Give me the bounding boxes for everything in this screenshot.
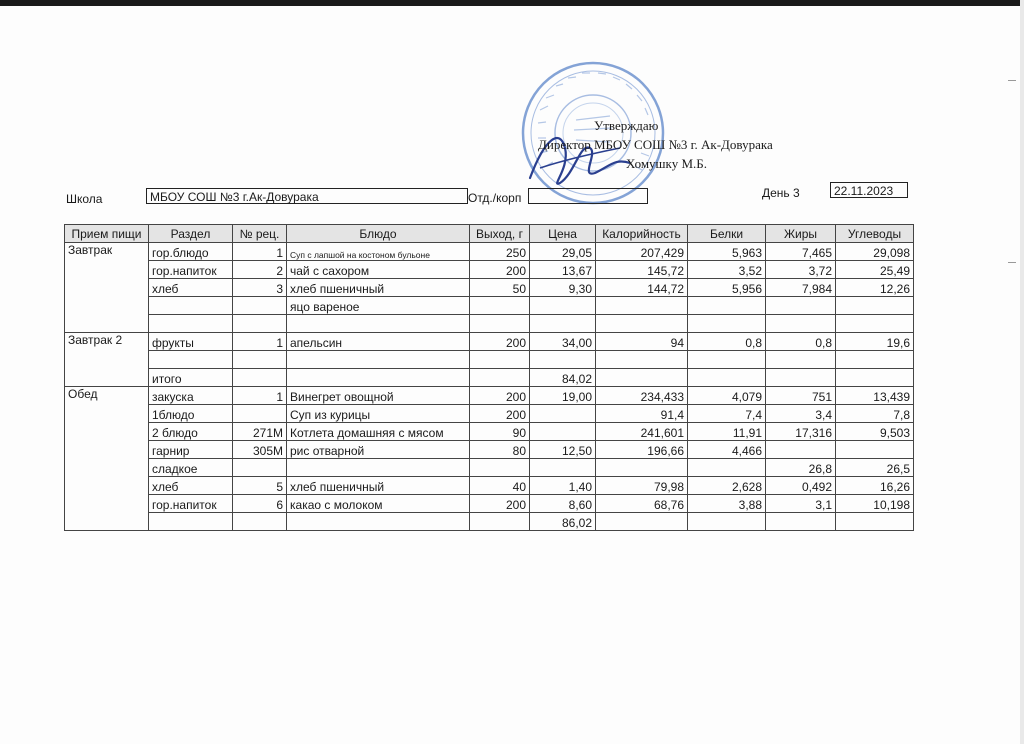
cell-yield: 40 (470, 477, 530, 495)
cell-carbs: 19,6 (836, 333, 914, 351)
cell-rec: 5 (233, 477, 287, 495)
cell-section: сладкое (149, 459, 233, 477)
approval-position: Директор МБОУ СОШ №3 г. Ак-Довурака (538, 137, 773, 152)
cell-rec (233, 297, 287, 315)
cell-protein: 3,88 (688, 495, 766, 513)
cell-protein: 4,079 (688, 387, 766, 405)
cell-dish: какао с молоком (287, 495, 470, 513)
cell-dish (287, 315, 470, 333)
cell-protein (688, 297, 766, 315)
cell-rec (233, 513, 287, 531)
cell-section: гор.блюдо (149, 243, 233, 261)
cell-fat (766, 369, 836, 387)
column-header: № рец. (233, 225, 287, 243)
cell-rec (233, 351, 287, 369)
cell-kcal (596, 369, 688, 387)
column-header: Блюдо (287, 225, 470, 243)
cell-rec: 2 (233, 261, 287, 279)
cell-meal: Обед (65, 387, 149, 405)
dept-field[interactable] (528, 188, 648, 204)
cell-meal: Завтрак 2 (65, 333, 149, 351)
cell-kcal (596, 513, 688, 531)
dept-label: Отд./корп (468, 191, 522, 205)
cell-protein: 4,466 (688, 441, 766, 459)
table-row (65, 333, 914, 351)
cell-kcal (596, 297, 688, 315)
cell-yield: 90 (470, 423, 530, 441)
cell-fat: 3,72 (766, 261, 836, 279)
table-header-row (65, 225, 914, 243)
cell-section: гор.напиток (149, 495, 233, 513)
cell-meal (65, 477, 149, 495)
cell-meal (65, 495, 149, 513)
cell-kcal: 241,601 (596, 423, 688, 441)
cell-meal (65, 279, 149, 297)
column-header: Углеводы (836, 225, 914, 243)
cell-meal (65, 513, 149, 531)
cell-price (530, 423, 596, 441)
cell-rec: 1 (233, 387, 287, 405)
cell-meal (65, 315, 149, 333)
cell-section: хлеб (149, 477, 233, 495)
cell-dish: рис отварной (287, 441, 470, 459)
column-header: Раздел (149, 225, 233, 243)
cell-carbs: 25,49 (836, 261, 914, 279)
table-row (65, 243, 914, 261)
cell-price (530, 405, 596, 423)
cell-section (149, 315, 233, 333)
table-row (65, 477, 914, 495)
cell-fat (766, 441, 836, 459)
cell-kcal: 94 (596, 333, 688, 351)
cell-price: 29,05 (530, 243, 596, 261)
column-header: Прием пищи (65, 225, 149, 243)
page-right-edge (1020, 0, 1024, 744)
cell-meal (65, 423, 149, 441)
cell-section: итого (149, 369, 233, 387)
cell-rec: 305М (233, 441, 287, 459)
cell-price: 8,60 (530, 495, 596, 513)
cell-price: 12,50 (530, 441, 596, 459)
cell-section: хлеб (149, 279, 233, 297)
cell-carbs (836, 369, 914, 387)
table-row (65, 387, 914, 405)
cell-meal (65, 297, 149, 315)
cell-kcal (596, 459, 688, 477)
cell-carbs: 13,439 (836, 387, 914, 405)
cell-meal (65, 405, 149, 423)
cell-fat: 7,984 (766, 279, 836, 297)
cell-yield (470, 369, 530, 387)
cell-protein (688, 351, 766, 369)
column-header: Белки (688, 225, 766, 243)
cell-yield (470, 315, 530, 333)
cell-dish: яцо вареное (287, 297, 470, 315)
cell-protein: 2,628 (688, 477, 766, 495)
cell-meal (65, 351, 149, 369)
cell-fat (766, 351, 836, 369)
cell-price (530, 297, 596, 315)
cell-dish (287, 351, 470, 369)
cell-kcal: 207,429 (596, 243, 688, 261)
cell-rec: 1 (233, 243, 287, 261)
cell-rec (233, 405, 287, 423)
cell-section: фрукты (149, 333, 233, 351)
cell-fat (766, 315, 836, 333)
approval-name: Хомушку М.Б. (626, 156, 707, 171)
cell-price (530, 459, 596, 477)
cell-kcal: 91,4 (596, 405, 688, 423)
cell-yield: 200 (470, 387, 530, 405)
cell-dish (287, 513, 470, 531)
cell-yield (470, 351, 530, 369)
date-field[interactable]: 22.11.2023 (830, 182, 908, 198)
cell-price: 19,00 (530, 387, 596, 405)
cell-dish: хлеб пшеничный (287, 279, 470, 297)
cell-section: 1блюдо (149, 405, 233, 423)
cell-yield: 200 (470, 495, 530, 513)
cell-yield: 50 (470, 279, 530, 297)
cell-fat: 751 (766, 387, 836, 405)
cell-carbs (836, 441, 914, 459)
page-top-edge (0, 0, 1024, 6)
cell-yield: 250 (470, 243, 530, 261)
cell-price: 9,30 (530, 279, 596, 297)
cell-protein (688, 369, 766, 387)
cell-carbs: 12,26 (836, 279, 914, 297)
table-row (65, 405, 914, 423)
day-label: День 3 (762, 186, 800, 200)
cell-dish (287, 459, 470, 477)
cell-protein: 11,91 (688, 423, 766, 441)
cell-rec (233, 369, 287, 387)
cell-meal (65, 459, 149, 477)
cell-kcal: 234,433 (596, 387, 688, 405)
cell-section (149, 513, 233, 531)
cell-fat (766, 513, 836, 531)
cell-protein: 5,963 (688, 243, 766, 261)
cell-price (530, 315, 596, 333)
cell-section: гарнир (149, 441, 233, 459)
cell-carbs (836, 297, 914, 315)
cell-protein: 7,4 (688, 405, 766, 423)
cell-rec: 271М (233, 423, 287, 441)
margin-tick (1008, 80, 1016, 81)
cell-price: 34,00 (530, 333, 596, 351)
cell-carbs: 29,098 (836, 243, 914, 261)
cell-yield (470, 297, 530, 315)
approval-title: Утверждаю (594, 118, 659, 133)
cell-meal (65, 261, 149, 279)
cell-carbs (836, 351, 914, 369)
cell-price (530, 351, 596, 369)
cell-kcal (596, 351, 688, 369)
cell-yield: 200 (470, 405, 530, 423)
cell-kcal: 196,66 (596, 441, 688, 459)
cell-carbs (836, 315, 914, 333)
cell-dish: Суп из курицы (287, 405, 470, 423)
table-row (65, 279, 914, 297)
menu-table (64, 224, 914, 531)
cell-protein (688, 459, 766, 477)
cell-rec (233, 459, 287, 477)
cell-rec: 1 (233, 333, 287, 351)
cell-carbs: 7,8 (836, 405, 914, 423)
cell-kcal: 68,76 (596, 495, 688, 513)
cell-price: 86,02 (530, 513, 596, 531)
cell-section: закуска (149, 387, 233, 405)
cell-rec: 6 (233, 495, 287, 513)
cell-dish: Котлета домашняя с мясом (287, 423, 470, 441)
cell-fat (766, 297, 836, 315)
cell-meal (65, 369, 149, 387)
cell-kcal: 144,72 (596, 279, 688, 297)
table-row (65, 495, 914, 513)
table-row (65, 441, 914, 459)
cell-fat: 7,465 (766, 243, 836, 261)
cell-rec (233, 315, 287, 333)
cell-rec: 3 (233, 279, 287, 297)
cell-fat: 3,4 (766, 405, 836, 423)
table-row (65, 315, 914, 333)
column-header: Жиры (766, 225, 836, 243)
cell-yield (470, 513, 530, 531)
cell-fat: 3,1 (766, 495, 836, 513)
table-row (65, 423, 914, 441)
cell-dish: Суп с лапшой на костоном бульоне (287, 243, 470, 261)
cell-meal (65, 441, 149, 459)
school-field[interactable]: МБОУ СОШ №3 г.Ак-Довурака (146, 188, 468, 204)
cell-protein (688, 513, 766, 531)
cell-fat: 17,316 (766, 423, 836, 441)
cell-kcal: 79,98 (596, 477, 688, 495)
cell-section (149, 297, 233, 315)
cell-yield: 80 (470, 441, 530, 459)
cell-carbs (836, 513, 914, 531)
cell-dish: хлеб пшеничный (287, 477, 470, 495)
cell-price: 1,40 (530, 477, 596, 495)
approval-block (538, 116, 773, 173)
table-row (65, 297, 914, 315)
cell-protein: 0,8 (688, 333, 766, 351)
cell-meal: Завтрак (65, 243, 149, 261)
cell-yield (470, 459, 530, 477)
table-row (65, 459, 914, 477)
cell-fat: 26,8 (766, 459, 836, 477)
cell-protein: 5,956 (688, 279, 766, 297)
table-row (65, 351, 914, 369)
cell-carbs: 16,26 (836, 477, 914, 495)
cell-carbs: 9,503 (836, 423, 914, 441)
cell-fat: 0,8 (766, 333, 836, 351)
column-header: Выход, г (470, 225, 530, 243)
cell-dish: чай с сахором (287, 261, 470, 279)
cell-kcal: 145,72 (596, 261, 688, 279)
cell-protein (688, 315, 766, 333)
column-header: Цена (530, 225, 596, 243)
cell-section (149, 351, 233, 369)
cell-carbs: 26,5 (836, 459, 914, 477)
table-row (65, 513, 914, 531)
cell-yield: 200 (470, 333, 530, 351)
cell-price: 13,67 (530, 261, 596, 279)
column-header: Калорийность (596, 225, 688, 243)
school-label: Школа (66, 192, 103, 206)
cell-yield: 200 (470, 261, 530, 279)
cell-kcal (596, 315, 688, 333)
table-row (65, 369, 914, 387)
cell-dish: апельсин (287, 333, 470, 351)
cell-protein: 3,52 (688, 261, 766, 279)
table-row (65, 261, 914, 279)
cell-section: гор.напиток (149, 261, 233, 279)
cell-section: 2 блюдо (149, 423, 233, 441)
cell-carbs: 10,198 (836, 495, 914, 513)
cell-price: 84,02 (530, 369, 596, 387)
cell-fat: 0,492 (766, 477, 836, 495)
cell-dish (287, 369, 470, 387)
margin-tick (1008, 262, 1016, 263)
cell-dish: Винегрет овощной (287, 387, 470, 405)
